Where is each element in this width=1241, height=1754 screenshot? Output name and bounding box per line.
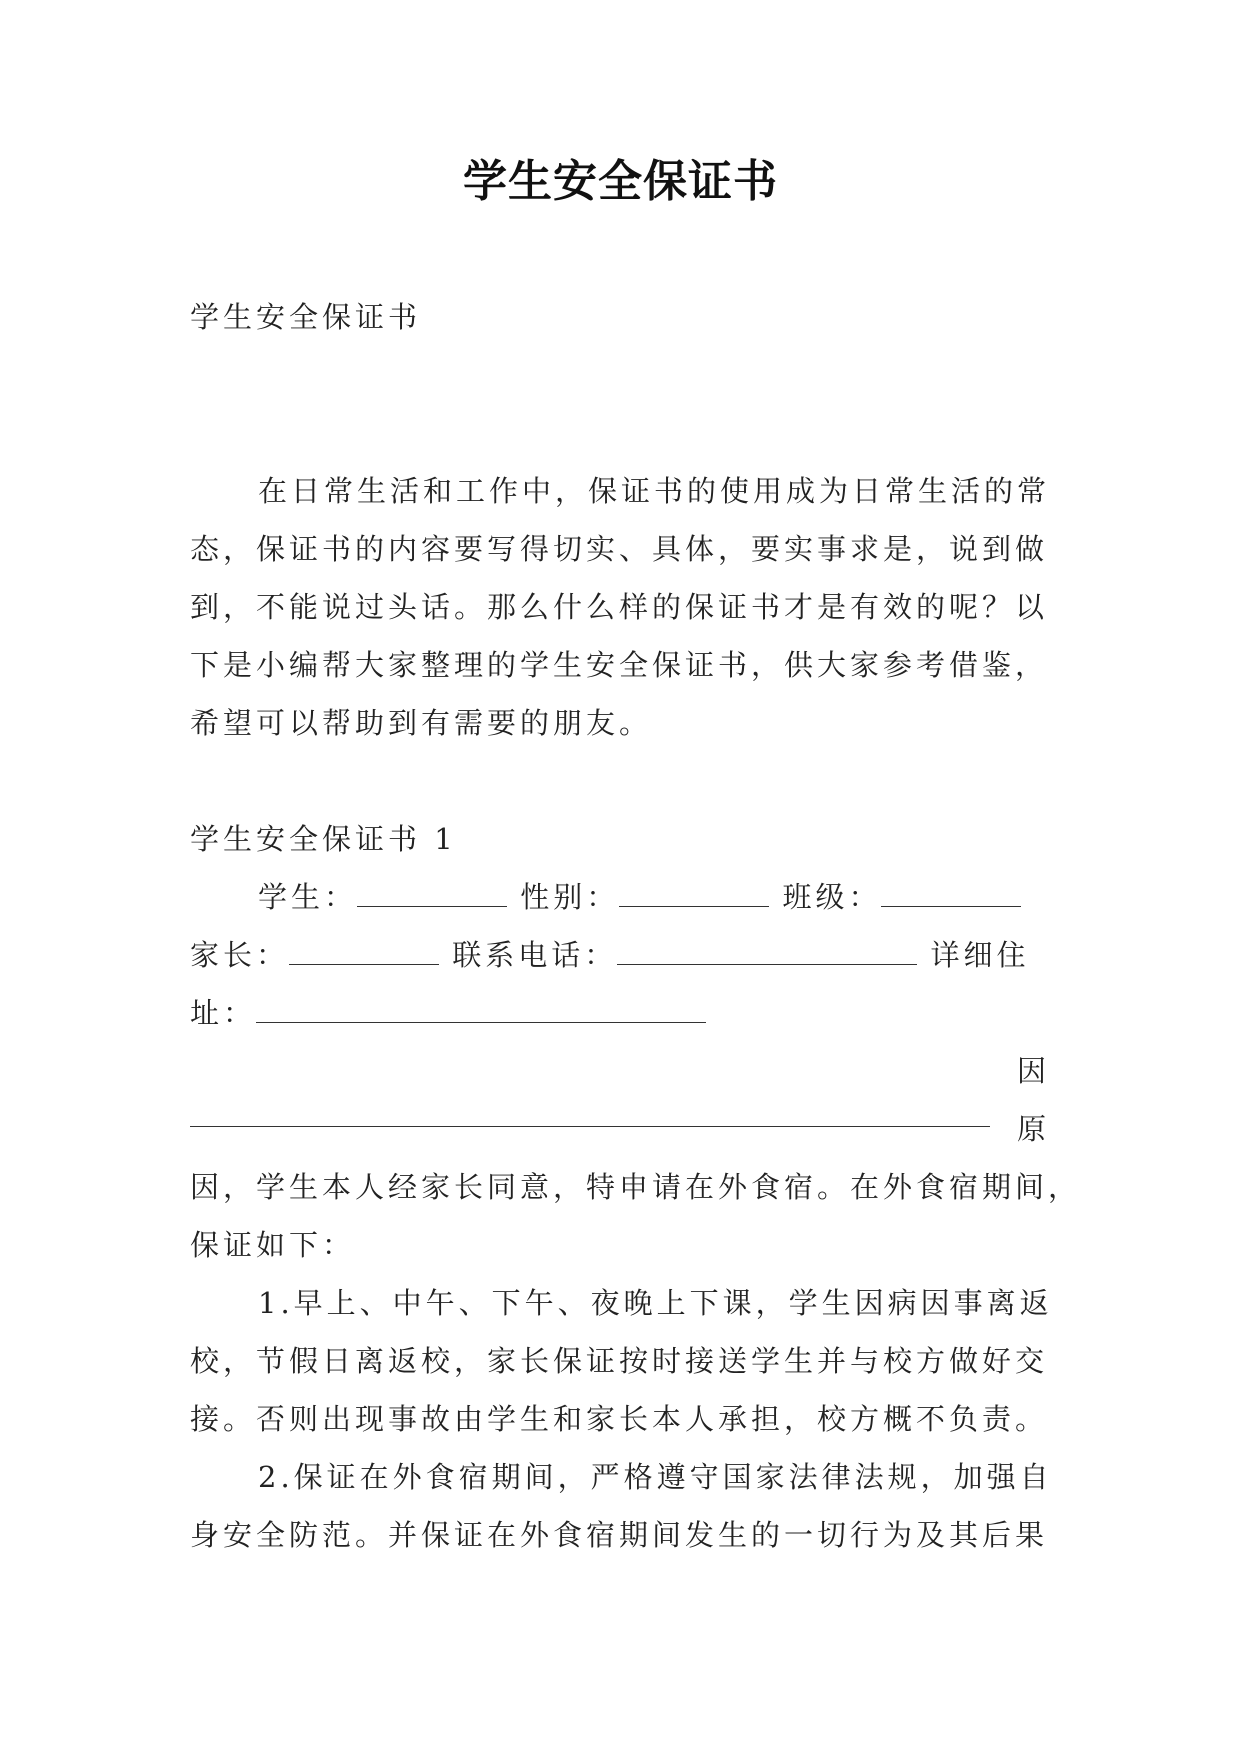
body-line: 因，学生本人经家长同意，特申请在外食宿。在外食宿期间， <box>190 1170 1082 1204</box>
item-line: 1.早上、中午、下午、夜晚上下课，学生因病因事离返 <box>258 1286 1053 1320</box>
phone-blank[interactable] <box>617 940 917 965</box>
reason-char: 因 <box>1016 1054 1050 1088</box>
body-line: 保证如下： <box>190 1228 356 1262</box>
item-line: 接。否则出现事故由学生和家长本人承担，校方概不负责。 <box>190 1402 1049 1436</box>
reason-blank[interactable] <box>190 1126 990 1127</box>
form-row-reason <box>190 1100 1050 1158</box>
address-blank[interactable] <box>256 998 706 1023</box>
item-line: 身安全防范。并保证在外食宿期间发生的一切行为及其后果 <box>190 1518 1049 1552</box>
form-row-parent <box>190 926 1050 984</box>
parent-blank[interactable] <box>289 940 439 965</box>
item-1 <box>190 1274 1053 1448</box>
spacer <box>190 346 1050 462</box>
intro-paragraph <box>190 462 1050 752</box>
spacer <box>190 752 1050 810</box>
student-blank[interactable] <box>357 882 507 907</box>
address-label-cont: 址： <box>190 996 257 1030</box>
intro-line: 态，保证书的内容要写得切实、具体，要实事求是，说到做 <box>190 532 1049 566</box>
gender-label: 性别： <box>520 880 620 914</box>
form-row-student <box>190 868 1050 926</box>
item-2 <box>190 1448 1053 1564</box>
address-label: 详细住 <box>930 938 1030 972</box>
document-title: 学生安全保证书 <box>463 156 778 207</box>
section-title: 学生安全保证书 1 <box>190 822 457 856</box>
intro-line: 在日常生活和工作中，保证书的使用成为日常生活的常 <box>258 474 1051 508</box>
item-line: 校，节假日离返校，家长保证按时接送学生并与校方做好交 <box>190 1344 1049 1378</box>
document-body <box>190 288 1082 1564</box>
subtitle: 学生安全保证书 <box>190 300 422 334</box>
reason-char: 原 <box>1016 1112 1050 1146</box>
student-label: 学生： <box>258 880 358 914</box>
class-label: 班级： <box>782 880 882 914</box>
gender-blank[interactable] <box>619 882 769 907</box>
class-blank[interactable] <box>881 882 1021 907</box>
item-line: 2.保证在外食宿期间，严格遵守国家法律法规，加强自 <box>258 1460 1053 1494</box>
intro-line: 到，不能说过头话。那么什么样的保证书才是有效的呢？以 <box>190 590 1049 624</box>
intro-line: 希望可以帮助到有需要的朋友。 <box>190 706 653 740</box>
intro-line: 下是小编帮大家整理的学生安全保证书，供大家参考借鉴， <box>190 648 1049 682</box>
parent-label: 家长： <box>190 938 290 972</box>
phone-label: 联系电话： <box>452 938 618 972</box>
form-row-address <box>190 984 1050 1042</box>
